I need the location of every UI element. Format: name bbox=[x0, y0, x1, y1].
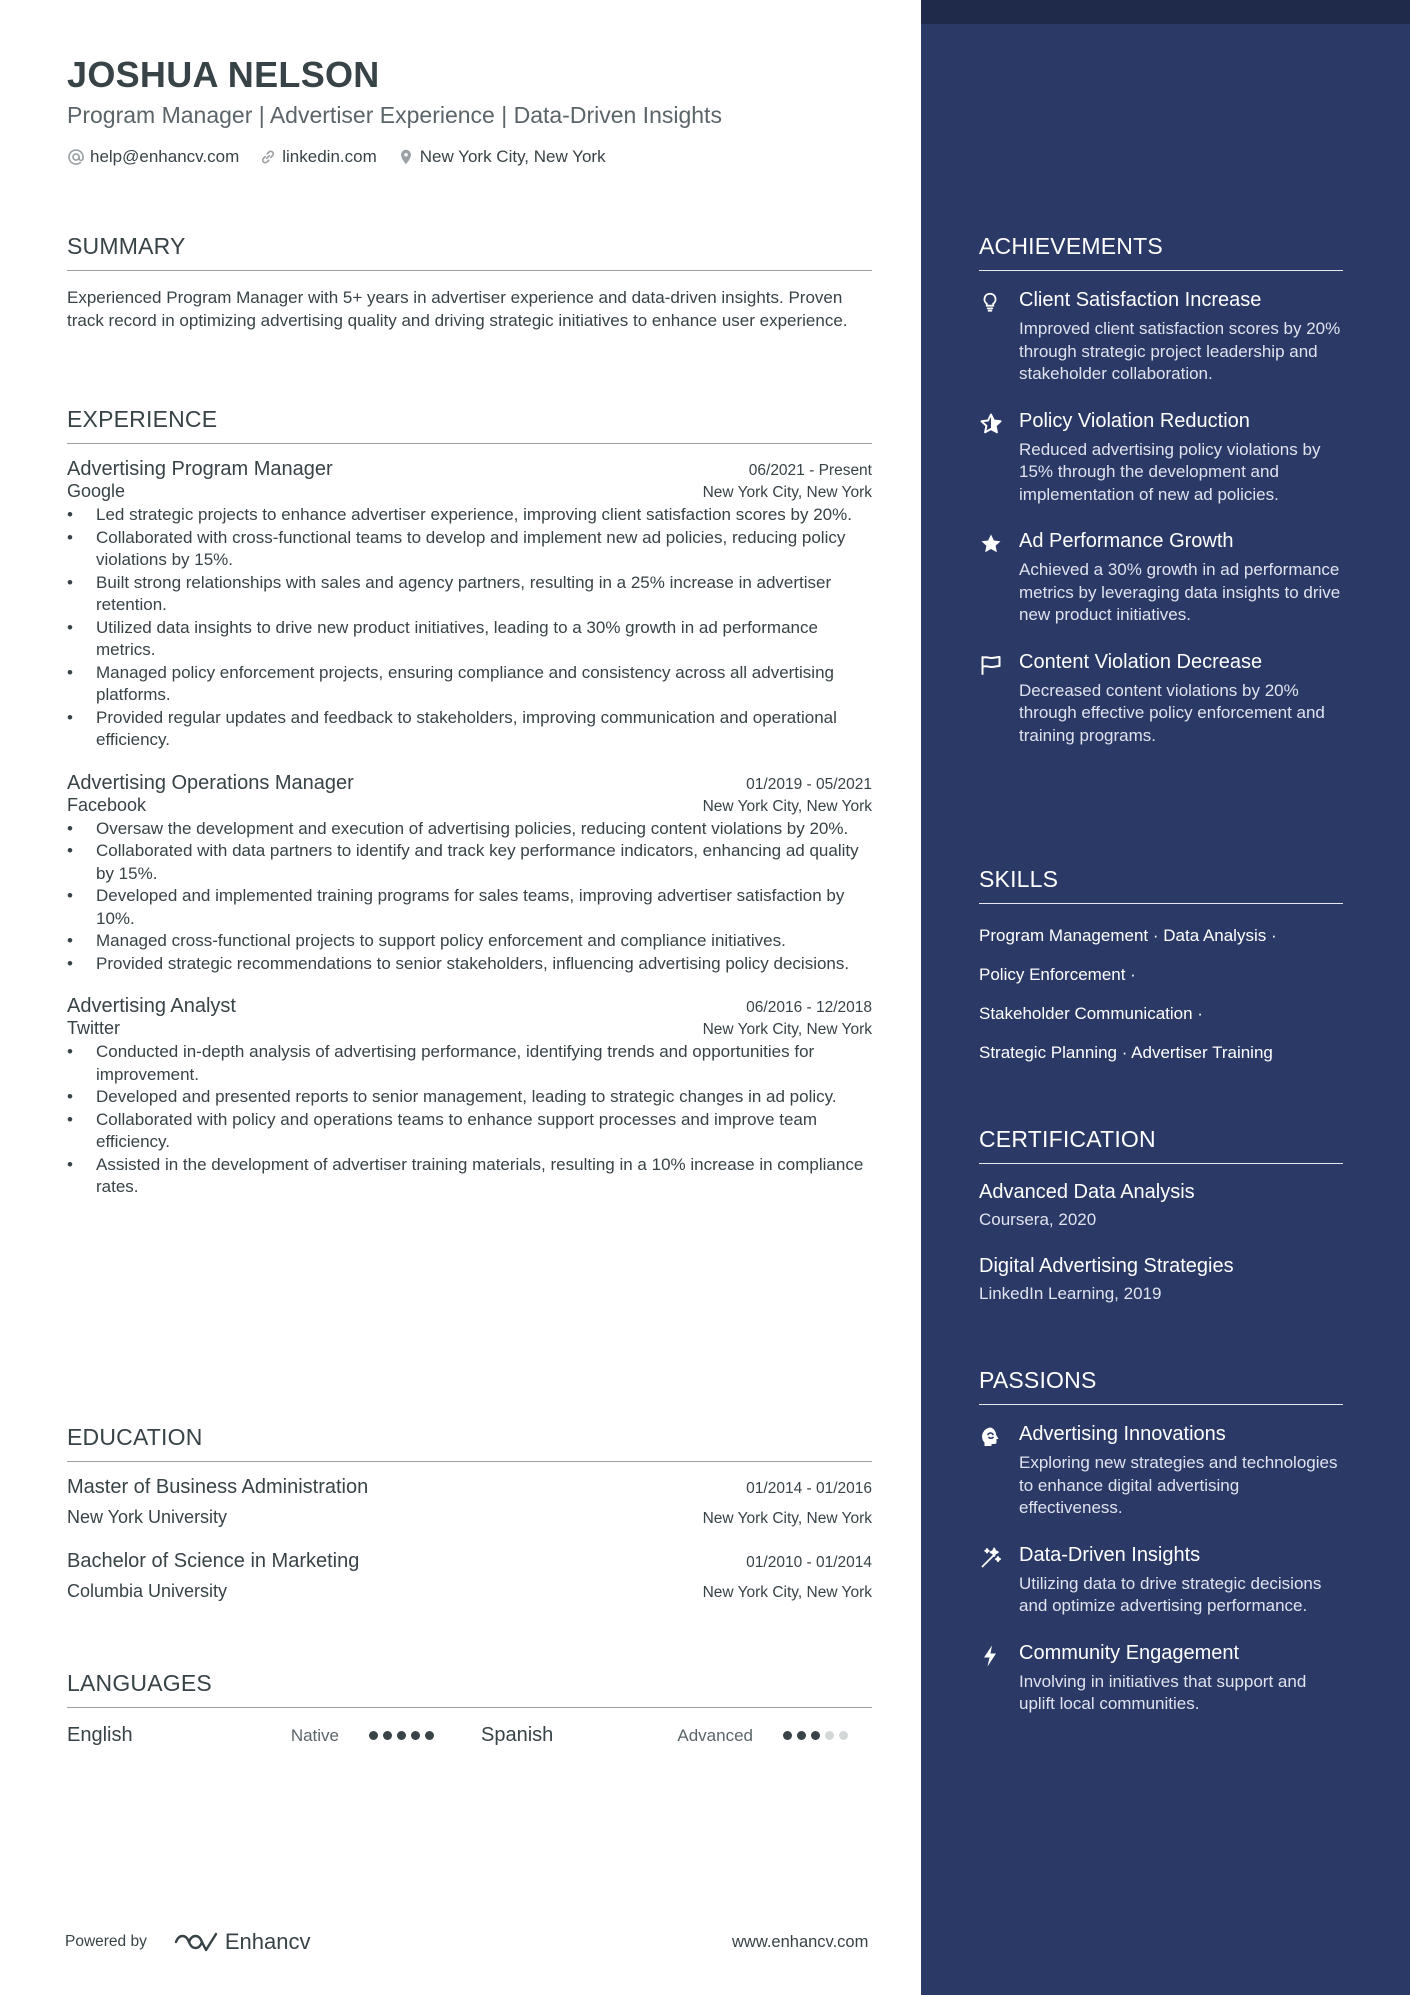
rating-dot-filled bbox=[425, 1731, 434, 1740]
achievement-title: Ad Performance Growth bbox=[1019, 530, 1234, 552]
certification-title: Advanced Data Analysis bbox=[979, 1181, 1195, 1203]
star-icon bbox=[979, 532, 1003, 556]
passion-item bbox=[979, 1542, 1343, 1618]
education-dates: 01/2014 - 01/2016 bbox=[746, 1480, 872, 1497]
powered-by-label: Powered by bbox=[65, 1933, 147, 1950]
bullet-item: • Managed cross-functional projects to support policy enforcement and compliance initiatives. bbox=[67, 930, 872, 953]
bullet-item: • Utilized data insights to drive new product initiatives, leading to a 30% growth in ad performance metrics. bbox=[67, 617, 872, 662]
languages-section bbox=[67, 1670, 872, 1747]
language-rating bbox=[783, 1731, 853, 1740]
achievements-heading: ACHIEVEMENTS bbox=[979, 233, 1343, 271]
passion-description: Exploring new strategies and technologies to enhance digital advertising effectiveness. bbox=[1019, 1453, 1338, 1517]
language-level: Advanced bbox=[677, 1725, 753, 1745]
certification-item bbox=[979, 1178, 1343, 1230]
footer-url[interactable]: www.enhancv.com bbox=[732, 1933, 869, 1951]
bullet-item: • Conducted in-depth analysis of advertising performance, identifying trends and opportunities for improvement. bbox=[67, 1041, 872, 1086]
bullet-item: • Managed policy enforcement projects, ensuring compliance and consistency across all advertising platforms. bbox=[67, 662, 872, 707]
passion-item bbox=[979, 1640, 1343, 1716]
job-dates: 06/2016 - 12/2018 bbox=[746, 999, 872, 1016]
job-entry bbox=[67, 458, 872, 752]
rating-dot-filled bbox=[797, 1731, 806, 1740]
achievements-section bbox=[979, 233, 1343, 747]
school: New York University bbox=[67, 1507, 228, 1527]
language-name: Spanish bbox=[481, 1724, 554, 1746]
language-rating bbox=[369, 1731, 439, 1740]
location-text: New York City, New York bbox=[419, 147, 606, 166]
achievement-item bbox=[979, 649, 1343, 748]
rating-dot-filled bbox=[411, 1731, 420, 1740]
experience-heading: EXPERIENCE bbox=[67, 406, 872, 444]
bullet-item: • Assisted in the development of advertiser training materials, resulting in a 10% increase in compliance rates. bbox=[67, 1154, 872, 1199]
at-icon bbox=[67, 148, 85, 166]
lightning-icon bbox=[979, 1644, 1001, 1668]
passion-item bbox=[979, 1421, 1343, 1520]
skills-heading: SKILLS bbox=[979, 866, 1343, 904]
brain-icon bbox=[979, 1425, 1003, 1449]
job-title: Advertising Operations Manager bbox=[67, 771, 354, 794]
bullet-item: • Developed and implemented training programs for sales teams, improving advertiser satisfaction by 10%. bbox=[67, 885, 872, 930]
certification-issuer: Coursera, 2020 bbox=[979, 1210, 1097, 1229]
bullet-item: • Collaborated with policy and operations teams to enhance support processes and improve team efficiency. bbox=[67, 1109, 872, 1154]
magic-wand-icon bbox=[979, 1546, 1003, 1570]
experience-section bbox=[67, 406, 872, 1199]
job-location: New York City, New York bbox=[702, 1021, 872, 1038]
skill-line: Program Management · Data Analysis · bbox=[979, 926, 1277, 945]
bullet-item: • Led strategic projects to enhance advertiser experience, improving client satisfaction scores by 20%. bbox=[67, 504, 872, 527]
languages-heading: LANGUAGES bbox=[67, 1670, 872, 1708]
degree: Master of Business Administration bbox=[67, 1476, 369, 1498]
achievement-description: Improved client satisfaction scores by 20% through strategic project leadership and stakeholder collaboration. bbox=[1019, 319, 1341, 383]
achievement-item bbox=[979, 528, 1343, 627]
education-location: New York City, New York bbox=[702, 1510, 872, 1527]
contact-location bbox=[397, 147, 606, 167]
skill-line: Strategic Planning · Advertiser Training bbox=[979, 1043, 1273, 1062]
skill-line: Stakeholder Communication · bbox=[979, 1004, 1203, 1023]
summary-section bbox=[67, 233, 872, 332]
linkedin-text: linkedin.com bbox=[282, 147, 377, 166]
footer-branding bbox=[65, 1929, 310, 1955]
contact-linkedin[interactable] bbox=[259, 147, 377, 167]
rating-dot-filled bbox=[783, 1731, 792, 1740]
candidate-title: Program Manager | Advertiser Experience | Data-Driven Insights bbox=[67, 102, 722, 128]
job-entry bbox=[67, 995, 872, 1199]
contact-info bbox=[67, 147, 626, 167]
job-bullets bbox=[67, 504, 872, 752]
job-bullets bbox=[67, 818, 872, 976]
passion-title: Data-Driven Insights bbox=[1019, 1543, 1201, 1566]
summary-text: Experienced Program Manager with 5+ years in advertiser experience and data-driven insights. Proven track record in optimizing advertising quality and driving strategic initiatives to enhance user experience. bbox=[67, 288, 848, 330]
job-title: Advertising Program Manager bbox=[67, 458, 333, 480]
bullet-item: • Collaborated with data partners to identify and track key performance indicators, enhancing ad quality by 15%. bbox=[67, 840, 872, 885]
passion-title: Community Engagement bbox=[1019, 1641, 1240, 1664]
location-pin-icon bbox=[397, 148, 415, 166]
achievement-title: Policy Violation Reduction bbox=[1019, 409, 1250, 432]
enhancv-brand-text: Enhancv bbox=[224, 1929, 311, 1954]
link-icon bbox=[259, 148, 277, 166]
education-entry bbox=[67, 1476, 872, 1528]
rating-dot-empty bbox=[839, 1731, 848, 1740]
certification-section bbox=[979, 1126, 1343, 1304]
job-dates: 06/2021 - Present bbox=[748, 462, 872, 479]
language-level: Native bbox=[290, 1725, 339, 1745]
enhancv-logo[interactable] bbox=[173, 1929, 311, 1955]
sidebar-top-bar bbox=[921, 0, 1410, 24]
education-section bbox=[67, 1424, 872, 1602]
rating-dot-empty bbox=[825, 1731, 834, 1740]
bullet-item: • Built strong relationships with sales and agency partners, resulting in a 25% increase in advertiser retention. bbox=[67, 572, 872, 617]
passion-title: Advertising Innovations bbox=[1019, 1423, 1226, 1445]
certification-title: Digital Advertising Strategies bbox=[979, 1255, 1234, 1277]
achievement-item bbox=[979, 408, 1343, 507]
skills-list bbox=[979, 916, 1343, 1072]
job-location: New York City, New York bbox=[702, 484, 872, 501]
lightbulb-icon bbox=[979, 291, 1001, 313]
school: Columbia University bbox=[67, 1581, 228, 1601]
enhancv-logo-icon bbox=[173, 1930, 219, 1954]
education-entry bbox=[67, 1550, 872, 1602]
certification-item bbox=[979, 1252, 1343, 1304]
rating-dot-filled bbox=[369, 1731, 378, 1740]
bullet-item: • Collaborated with cross-functional teams to develop and implement new ad policies, reducing policy violations by 15%. bbox=[67, 527, 872, 572]
education-location: New York City, New York bbox=[702, 1584, 872, 1601]
achievement-title: Client Satisfaction Increase bbox=[1019, 289, 1262, 311]
passion-description: Utilizing data to drive strategic decisions and optimize advertising performance. bbox=[1019, 1573, 1322, 1615]
job-dates: 01/2019 - 05/2021 bbox=[746, 775, 872, 793]
job-company: Google bbox=[67, 481, 126, 501]
job-entry bbox=[67, 772, 872, 976]
rating-dot-filled bbox=[397, 1731, 406, 1740]
rating-dot-filled bbox=[383, 1731, 392, 1740]
job-title: Advertising Analyst bbox=[67, 995, 236, 1017]
contact-email[interactable] bbox=[67, 147, 239, 167]
achievement-title: Content Violation Decrease bbox=[1019, 650, 1263, 673]
passions-heading: PASSIONS bbox=[979, 1367, 1343, 1405]
achievement-description: Achieved a 30% growth in ad performance metrics by leveraging data insights to drive new product initiatives. bbox=[1019, 560, 1341, 624]
flag-icon bbox=[979, 653, 1003, 677]
bullet-item: • Provided strategic recommendations to senior stakeholders, influencing advertising policy decisions. bbox=[67, 953, 872, 976]
education-dates: 01/2010 - 01/2014 bbox=[746, 1554, 872, 1571]
skills-section bbox=[979, 866, 1343, 1072]
job-company: Facebook bbox=[67, 794, 147, 815]
degree: Bachelor of Science in Marketing bbox=[67, 1550, 360, 1572]
achievement-item bbox=[979, 287, 1343, 386]
rating-dot-filled bbox=[811, 1731, 820, 1740]
achievement-description: Decreased content violations by 20% through effective policy enforcement and training programs. bbox=[1019, 680, 1325, 745]
skill-line: Policy Enforcement · bbox=[979, 965, 1136, 984]
certification-issuer: LinkedIn Learning, 2019 bbox=[979, 1284, 1162, 1303]
achievement-description: Reduced advertising policy violations by 15% through the development and implementation of new ad policies. bbox=[1019, 439, 1321, 504]
job-bullets bbox=[67, 1041, 872, 1199]
summary-heading: SUMMARY bbox=[67, 233, 872, 271]
star-outline-icon bbox=[979, 412, 1003, 436]
bullet-item: • Developed and presented reports to senior management, leading to strategic changes in ad policy. bbox=[67, 1086, 872, 1109]
job-company: Twitter bbox=[67, 1018, 121, 1038]
bullet-item: • Provided regular updates and feedback to stakeholders, improving communication and operational efficiency. bbox=[67, 707, 872, 752]
passion-description: Involving in initiatives that support and uplift local communities. bbox=[1019, 1671, 1307, 1713]
email-text: help@enhancv.com bbox=[90, 147, 240, 166]
bullet-item: • Oversaw the development and execution of advertising policies, reducing content violations by 20%. bbox=[67, 818, 872, 841]
passions-section bbox=[979, 1367, 1343, 1716]
education-heading: EDUCATION bbox=[67, 1424, 872, 1462]
languages-row bbox=[67, 1724, 872, 1747]
candidate-name: JOSHUA NELSON bbox=[67, 54, 380, 95]
language-name: English bbox=[67, 1724, 133, 1746]
job-location: New York City, New York bbox=[702, 797, 872, 815]
certification-heading: CERTIFICATION bbox=[979, 1126, 1343, 1164]
